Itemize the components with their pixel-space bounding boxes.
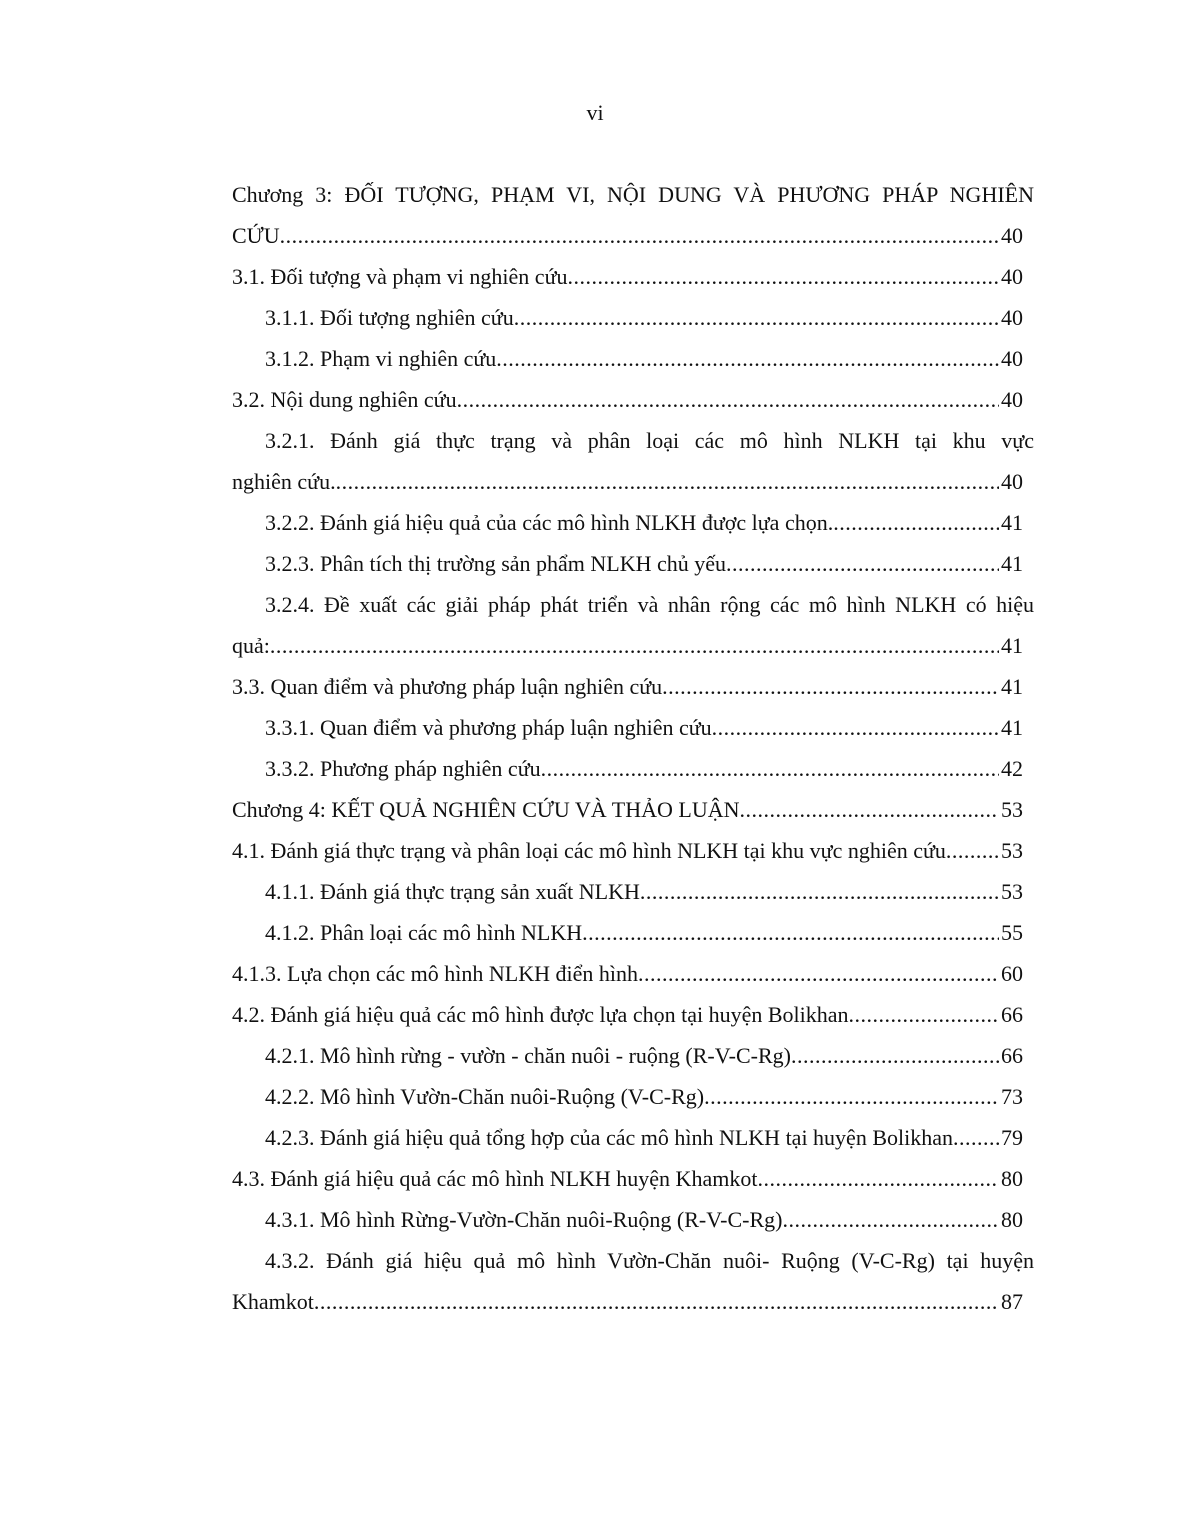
toc-page-number: 53 [1001, 797, 1023, 822]
toc-leader-dots [568, 256, 1000, 297]
toc-page-number: 80 [1001, 1166, 1023, 1191]
toc-entry-text: 4.1. Đánh giá thực trạng và phân loại các mô hình NLKH tại khu vực nghiên cứu [232, 838, 946, 863]
toc-entry-3-2 [232, 379, 1023, 420]
toc-entry-text: 4.1.2. Phân loại các mô hình NLKH [265, 920, 583, 945]
toc-entry-3-1 [232, 256, 1023, 297]
toc-page-number: 53 [1001, 838, 1023, 863]
toc-page-number: 40 [1001, 346, 1023, 371]
toc-page-number: 41 [1001, 551, 1023, 576]
toc-entry-text: 3.2. Nội dung nghiên cứu [232, 387, 457, 412]
toc-entry-4-3 [232, 1158, 1023, 1199]
toc-entry-chapter-3 [232, 215, 1023, 256]
toc-leader-dots [638, 953, 999, 994]
toc-entry-4-1-3 [232, 953, 1023, 994]
toc-entry-text: 4.3.1. Mô hình Rừng-Vườn-Chăn nuôi-Ruộng (R-V-C-Rg) [265, 1207, 783, 1232]
toc-entry-4-2-1 [232, 1035, 1023, 1076]
toc-leader-dots [514, 297, 999, 338]
toc-entry-3-2-1-line1: 3.2.1. Đánh giá thực trạng và phân loại các mô hình NLKH tại khu vực [265, 428, 1034, 453]
toc-entry-text: nghiên cứu. [232, 469, 336, 494]
toc-leader-dots [712, 707, 999, 748]
toc-leader-dots [640, 871, 999, 912]
toc-entry-3-3-1 [232, 707, 1023, 748]
toc-entry-3-2-1 [232, 461, 1023, 502]
toc-entry-text: 3.3.1. Quan điểm và phương pháp luận nghiên cứu [265, 715, 712, 740]
toc-entry-4-1-2 [232, 912, 1023, 953]
toc-entry-3-1-2 [232, 338, 1023, 379]
toc-leader-dots [757, 1158, 999, 1199]
toc-page-number: 41 [1001, 510, 1023, 535]
toc-leader-dots [280, 215, 999, 256]
toc-entry-text: 3.3.2. Phương pháp nghiên cứu [265, 756, 541, 781]
toc-page-number: 41 [1001, 715, 1023, 740]
page-number: vi [586, 100, 604, 125]
toc-entry-text: quả: [232, 633, 270, 658]
toc-page-number: 79 [1001, 1125, 1023, 1150]
toc-entry-3-1-1 [232, 297, 1023, 338]
toc-page-number: 73 [1001, 1084, 1023, 1109]
toc-leader-dots [336, 461, 999, 502]
toc-entry-4-3-1 [232, 1199, 1023, 1240]
toc-leader-dots [704, 1076, 999, 1117]
toc-entry-text: CỨU [232, 223, 280, 248]
toc-leader-dots [953, 1117, 999, 1158]
toc-entry-text: 4.2.3. Đánh giá hiệu quả tổng hợp của các mô hình NLKH tại huyện Bolikhan [265, 1125, 953, 1150]
toc-entry-text: Chương 4: KẾT QUẢ NGHIÊN CỨU VÀ THẢO LUẬN [232, 797, 740, 822]
toc-entry-3-2-4-line1: 3.2.4. Đề xuất các giải pháp phát triển và nhân rộng các mô hình NLKH có hiệu [265, 592, 1034, 617]
toc-page-number: 40 [1001, 469, 1023, 494]
toc-leader-dots [726, 543, 999, 584]
toc-entry-4-2-2 [232, 1076, 1023, 1117]
toc-page-number: 42 [1001, 756, 1023, 781]
toc-page-number: 87 [1001, 1289, 1023, 1314]
toc-leader-dots [946, 830, 999, 871]
toc-page-number: 40 [1001, 223, 1023, 248]
toc-entry-text: 4.2. Đánh giá hiệu quả các mô hình được lựa chọn tại huyện Bolikhan [232, 1002, 849, 1027]
toc-page-number: 66 [1001, 1002, 1023, 1027]
toc-entry-3-2-3 [232, 543, 1023, 584]
toc-entry-3-3 [232, 666, 1023, 707]
toc-leader-dots [740, 789, 999, 830]
toc-leader-dots [791, 1035, 999, 1076]
toc-entry-text: 3.1.2. Phạm vi nghiên cứu [265, 346, 497, 371]
toc-entry-4-3-2 [232, 1281, 1023, 1322]
toc-leader-dots [496, 338, 999, 379]
toc-entry-4-3-2-line1: 4.3.2. Đánh giá hiệu quả mô hình Vườn-Chăn nuôi- Ruộng (V-C-Rg) tại huyện [265, 1248, 1034, 1273]
toc-page-number: 40 [1001, 305, 1023, 330]
toc-leader-dots [541, 748, 999, 789]
toc-page-number: 80 [1001, 1207, 1023, 1232]
toc-leader-dots [833, 502, 999, 543]
toc-entry-text: 3.2.3. Phân tích thị trường sản phẩm NLKH chủ yếu [265, 551, 727, 576]
toc-entry-chapter-3-line1: Chương 3: ĐỐI TƯỢNG, PHẠM VI, NỘI DUNG VÀ PHƯƠNG PHÁP NGHIÊN [232, 182, 1034, 207]
toc-leader-dots [782, 1199, 999, 1240]
toc-leader-dots [582, 912, 999, 953]
toc-entry-text: 3.1.1. Đối tượng nghiên cứu [265, 305, 514, 330]
toc-entry-text: 4.1.3. Lựa chọn các mô hình NLKH điển hình [232, 961, 639, 986]
toc-entry-3-2-2 [232, 502, 1023, 543]
toc-entry-text: Khamkot [232, 1289, 314, 1314]
toc-page-number: 66 [1001, 1043, 1023, 1068]
toc-entry-text: 3.2.2. Đánh giá hiệu quả của các mô hình NLKH được lựa chọn. [265, 510, 834, 535]
toc-entry-text: 3.3. Quan điểm và phương pháp luận nghiên cứu [232, 674, 663, 699]
table-of-contents [232, 174, 1034, 1322]
toc-entry-3-2-4 [232, 625, 1023, 666]
toc-entry-chapter-4 [232, 789, 1023, 830]
toc-page-number: 40 [1001, 387, 1023, 412]
toc-page-number: 60 [1001, 961, 1023, 986]
toc-entry-4-1-1 [232, 871, 1023, 912]
toc-entry-text: 4.1.1. Đánh giá thực trạng sản xuất NLKH [265, 879, 640, 904]
toc-leader-dots [314, 1281, 999, 1322]
toc-entry-3-3-2 [232, 748, 1023, 789]
toc-page-number: 55 [1001, 920, 1023, 945]
toc-leader-dots [662, 666, 999, 707]
toc-page-number: 40 [1001, 264, 1023, 289]
toc-entry-text: 4.2.2. Mô hình Vườn-Chăn nuôi-Ruộng (V-C-Rg) [265, 1084, 705, 1109]
toc-entry-4-2 [232, 994, 1023, 1035]
toc-page-number: 41 [1001, 674, 1023, 699]
toc-entry-4-1 [232, 830, 1023, 871]
toc-page-number: 53 [1001, 879, 1023, 904]
toc-leader-dots [270, 625, 999, 666]
toc-entry-4-2-3 [232, 1117, 1023, 1158]
toc-leader-dots [457, 379, 999, 420]
toc-entry-text: 3.1. Đối tượng và phạm vi nghiên cứu [232, 264, 568, 289]
toc-page-number: 41 [1001, 633, 1023, 658]
toc-leader-dots [849, 994, 1000, 1035]
toc-entry-text: 4.3. Đánh giá hiệu quả các mô hình NLKH huyện Khamkot [232, 1166, 758, 1191]
toc-entry-text: 4.2.1. Mô hình rừng - vườn - chăn nuôi - ruộng (R-V-C-Rg) [265, 1043, 791, 1068]
